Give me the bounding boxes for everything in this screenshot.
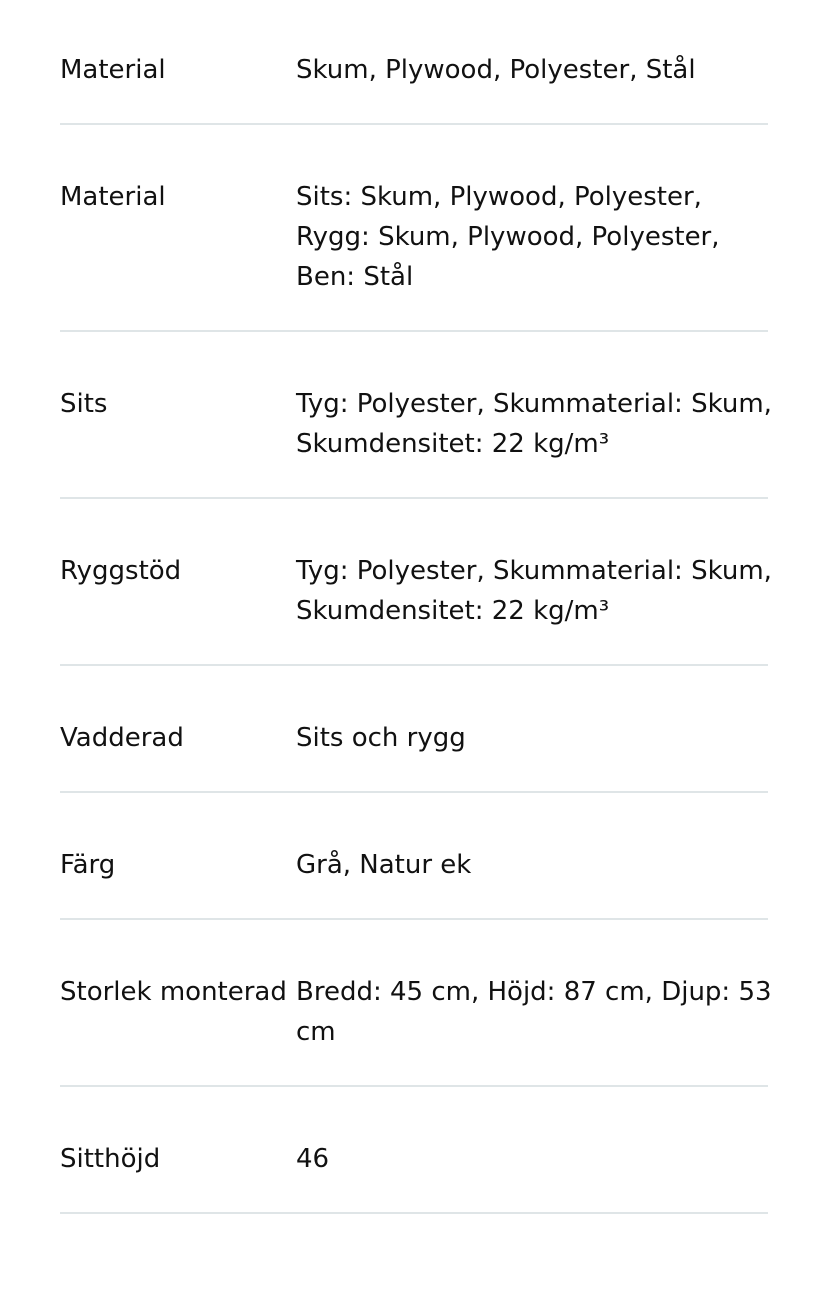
spec-value bbox=[296, 972, 772, 1052]
spec-value-line: Sits: Skum, Plywood, Polyester, bbox=[296, 182, 702, 212]
spec-value bbox=[296, 384, 772, 464]
spec-row-storlek-monterad bbox=[60, 920, 772, 1087]
spec-value-line: Tyg: Polyester, Skummaterial: Skum, bbox=[296, 389, 772, 419]
spec-label: Vadderad bbox=[60, 723, 184, 753]
spec-value-line: Sits och rygg bbox=[296, 723, 466, 753]
product-spec-table bbox=[60, 0, 772, 1214]
spec-row-farg bbox=[60, 793, 768, 920]
spec-value bbox=[296, 551, 772, 631]
spec-label: Ryggstöd bbox=[60, 556, 182, 586]
spec-row-vadderad bbox=[60, 666, 768, 793]
spec-label: Storlek monterad bbox=[60, 977, 287, 1007]
spec-row-sits bbox=[60, 332, 772, 499]
spec-row-material bbox=[60, 0, 768, 125]
spec-label: Sits bbox=[60, 389, 108, 419]
spec-value-line: Tyg: Polyester, Skummaterial: Skum, bbox=[296, 556, 772, 586]
spec-row-sitthojd bbox=[60, 1087, 768, 1214]
spec-value bbox=[296, 177, 768, 297]
spec-row-ryggstod bbox=[60, 499, 772, 666]
spec-value-line: Skumdensitet: 22 kg/m³ bbox=[296, 429, 610, 459]
spec-value-line: Rygg: Skum, Plywood, Polyester, bbox=[296, 222, 720, 252]
spec-value-line: Grå, Natur ek bbox=[296, 850, 472, 880]
spec-value-line: 46 bbox=[296, 1144, 330, 1174]
spec-value-line: Skum, Plywood, Polyester, Stål bbox=[296, 55, 696, 85]
spec-label: Färg bbox=[60, 850, 116, 880]
spec-value bbox=[296, 845, 768, 885]
spec-value bbox=[296, 718, 768, 758]
spec-value-line: Skumdensitet: 22 kg/m³ bbox=[296, 596, 610, 626]
spec-label: Material bbox=[60, 55, 166, 85]
spec-value-line: Bredd: 45 cm, Höjd: 87 cm, Djup: 53 bbox=[296, 977, 772, 1007]
spec-value-line: cm bbox=[296, 1017, 336, 1047]
spec-label: Material bbox=[60, 182, 166, 212]
spec-row-material-detail bbox=[60, 125, 768, 332]
spec-label: Sitthöjd bbox=[60, 1144, 161, 1174]
spec-value bbox=[296, 50, 768, 90]
spec-value bbox=[296, 1139, 768, 1179]
spec-value-line: Ben: Stål bbox=[296, 262, 414, 292]
